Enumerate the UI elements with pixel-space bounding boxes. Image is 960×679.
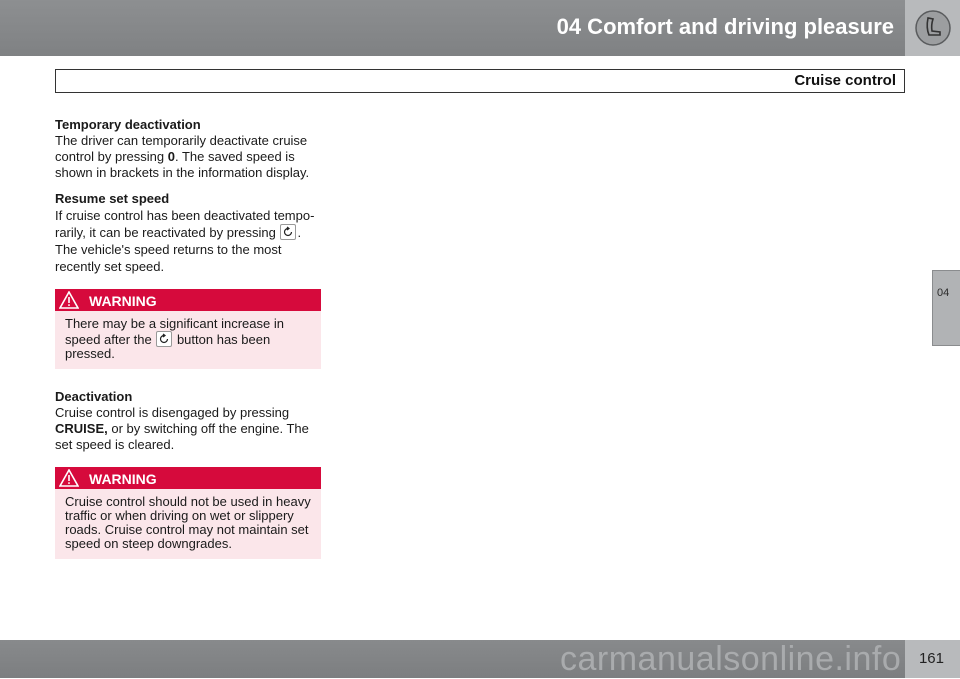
section-title: Cruise control bbox=[794, 72, 896, 89]
resume-button-icon bbox=[156, 331, 172, 347]
warning-header bbox=[55, 289, 321, 311]
temporary-deactivation-heading: Temporary deactivation bbox=[55, 117, 201, 132]
chapter-side-tab-label: 04 bbox=[937, 287, 950, 299]
warning-triangle-icon bbox=[59, 291, 79, 309]
content-column bbox=[55, 117, 321, 579]
chapter-side-tab[interactable] bbox=[932, 270, 960, 346]
warning-header bbox=[55, 467, 321, 489]
zero-key-label: 0 bbox=[167, 149, 175, 164]
chapter-title: 04 Comfort and driving pleasure bbox=[556, 14, 894, 39]
chapter-icon-box bbox=[905, 0, 960, 56]
resume-set-speed-text bbox=[55, 207, 321, 275]
warning-label: WARNING bbox=[89, 471, 157, 487]
warning-text: Cruise control should not be used in heavy traffic or when driving on wet or slippery roads. Cruise control may not maintain set speed on steep downgrades. bbox=[65, 494, 311, 551]
text-part: The driver can temporarily deactivate cruise control by pressing bbox=[55, 133, 308, 164]
watermark: carmanualsonline.info bbox=[560, 640, 902, 678]
warning-triangle-icon bbox=[59, 469, 79, 487]
text-part: button has been pressed. bbox=[65, 332, 271, 361]
cruise-key-label: CRUISE, bbox=[55, 421, 108, 436]
text-part: There may be a significant increase in speed after the bbox=[65, 316, 284, 347]
text-part: or by switching off the engine. The set speed is cleared. bbox=[55, 421, 309, 452]
warning-box bbox=[55, 289, 321, 369]
text-part: . The saved speed is shown in brackets in the information display. bbox=[55, 149, 310, 180]
page-number-box bbox=[905, 640, 960, 678]
page-number: 161 bbox=[918, 650, 944, 667]
resume-button-icon bbox=[280, 224, 296, 240]
temporary-deactivation-section bbox=[55, 117, 321, 181]
deactivation-heading: Deactivation bbox=[55, 389, 133, 404]
section-title-box bbox=[55, 69, 905, 93]
header-bar bbox=[0, 0, 960, 56]
text-part: If cruise control has been deactivated tempo- rarily, it can be reactivated by pressing bbox=[55, 208, 315, 240]
resume-set-speed-section bbox=[55, 191, 321, 275]
temporary-deactivation-text bbox=[55, 133, 321, 181]
text-part: Cruise control is disengaged by pressing bbox=[55, 405, 290, 420]
deactivation-text bbox=[55, 405, 321, 453]
deactivation-section bbox=[55, 389, 321, 453]
warning-text bbox=[55, 311, 321, 369]
seat-icon bbox=[913, 8, 953, 48]
warning-label: WARNING bbox=[89, 293, 157, 309]
resume-set-speed-heading: Resume set speed bbox=[55, 191, 170, 206]
text-part: . The vehicle's speed returns to the most recently set speed. bbox=[55, 225, 302, 274]
warning-box bbox=[55, 467, 321, 559]
